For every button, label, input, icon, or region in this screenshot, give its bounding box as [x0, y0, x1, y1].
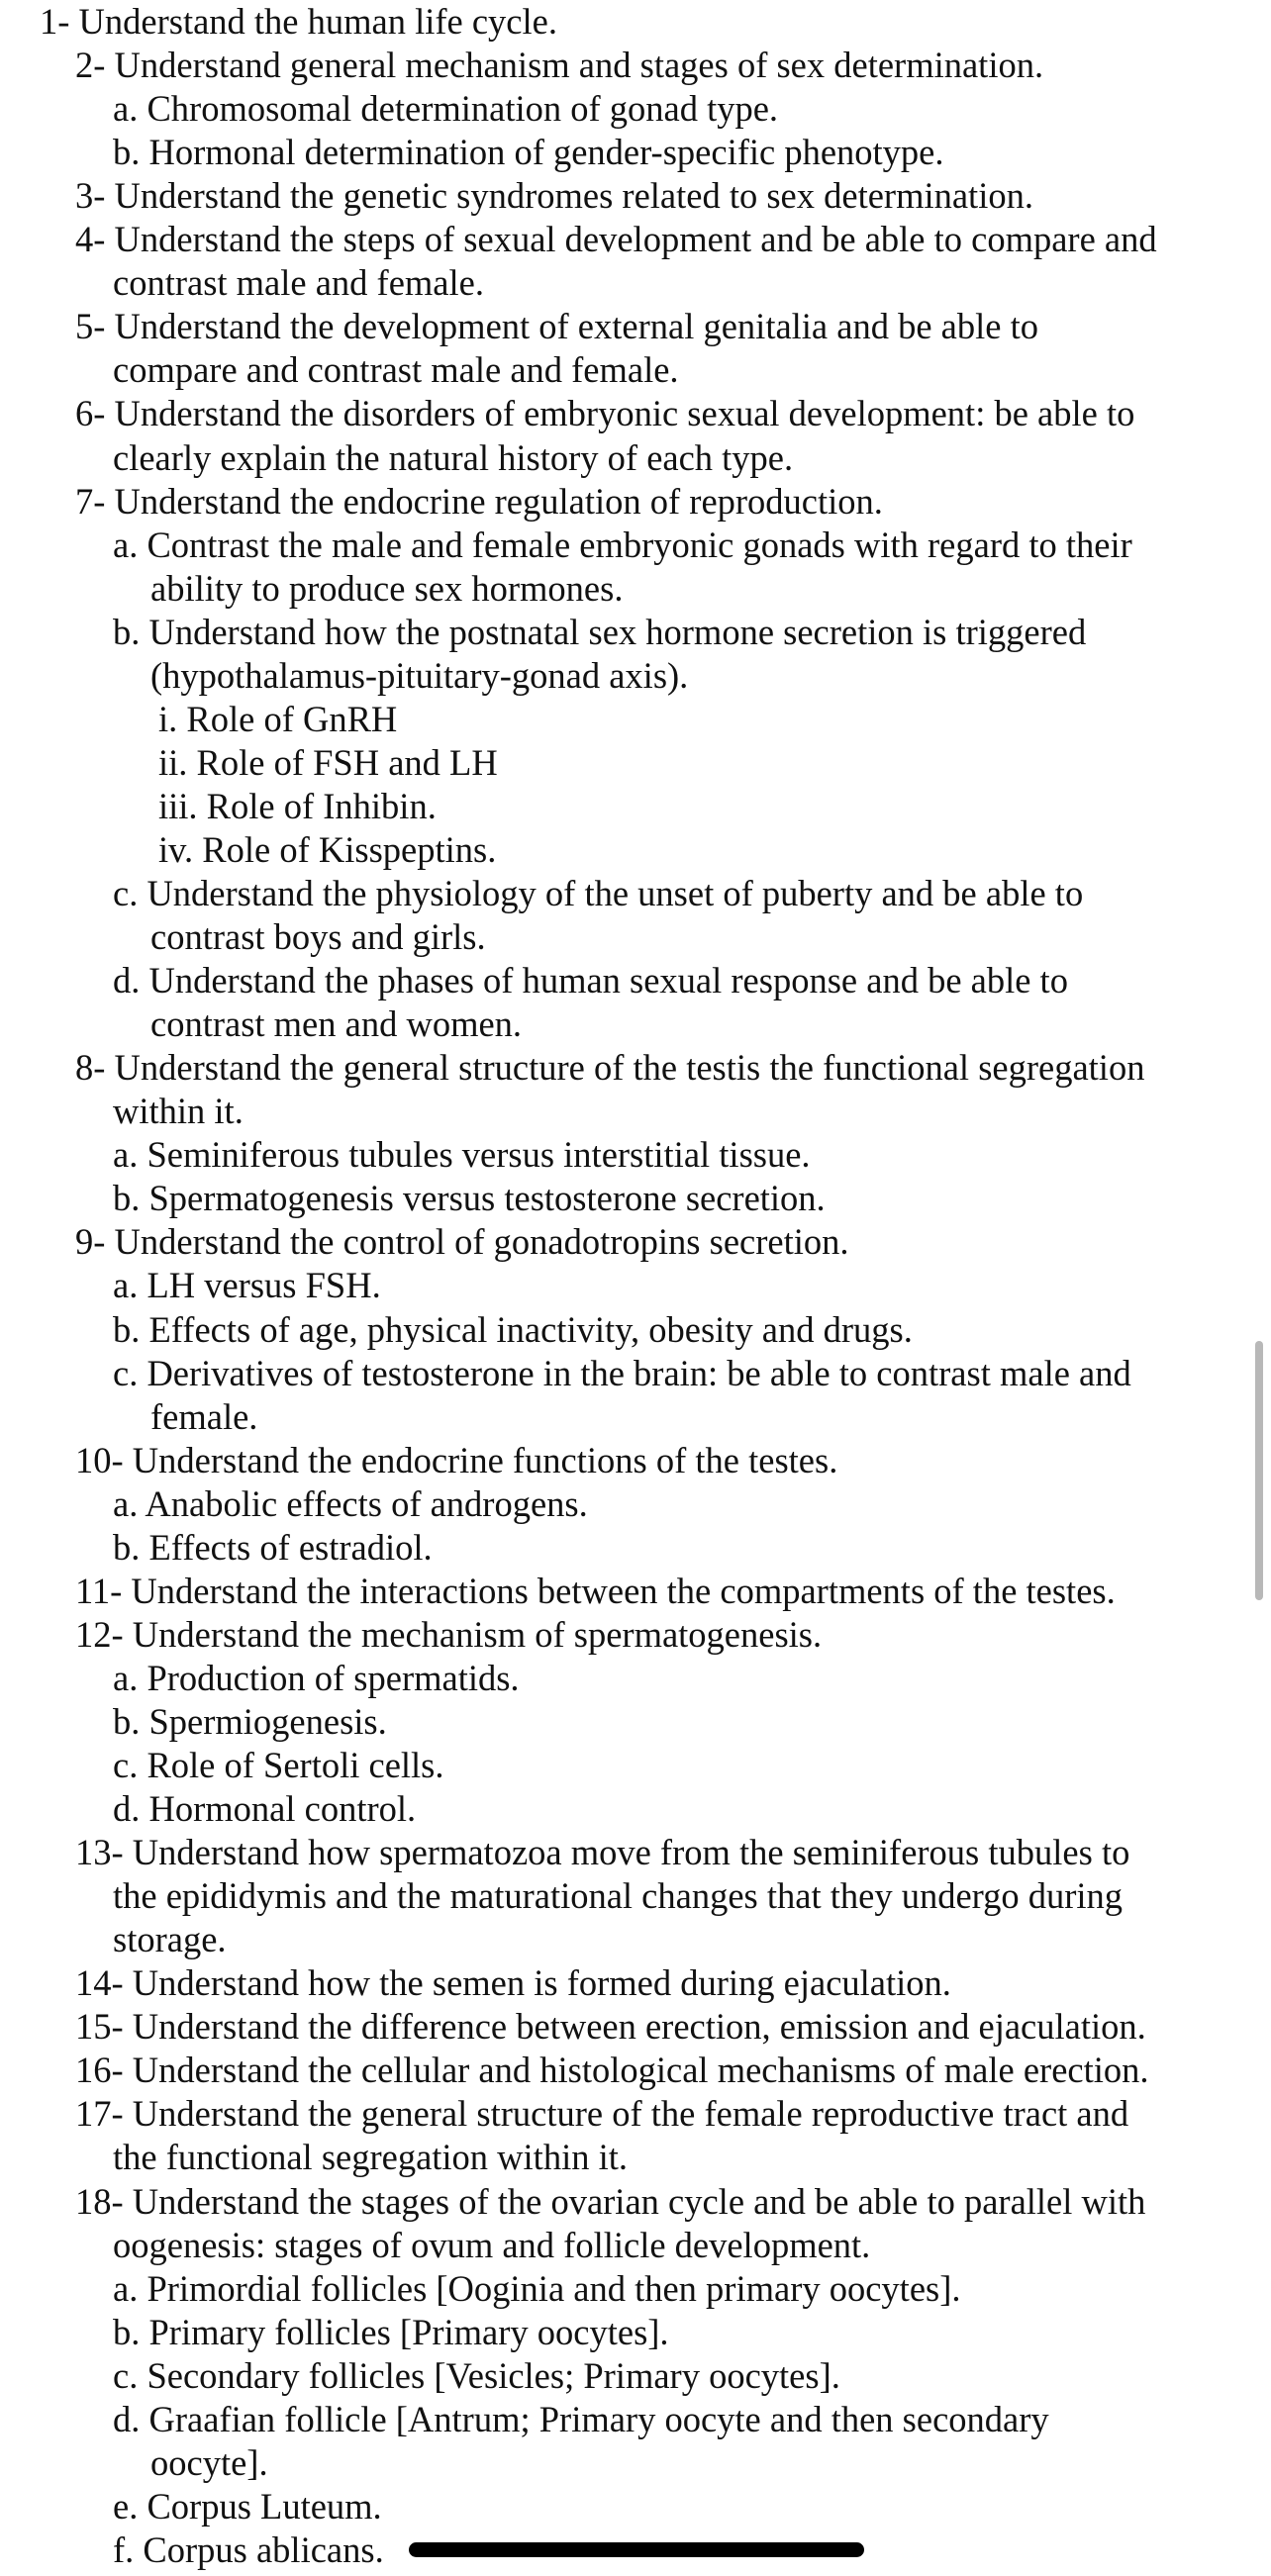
objective-line: 4- Understand the steps of sexual development and be able to compare and — [75, 219, 1157, 260]
objective-line: a. Anabolic effects of androgens. — [113, 1482, 588, 1524]
objective-line: contrast men and women. — [150, 1003, 523, 1045]
objective-line: b. Primary follicles [Primary oocytes]. — [113, 2311, 669, 2352]
objective-line: 2- Understand general mechanism and stages of sex determination. — [75, 45, 1044, 86]
objective-line: a. LH versus FSH. — [113, 1265, 381, 1306]
objective-line: a. Chromosomal determination of gonad type. — [113, 88, 779, 130]
objective-line: 11- Understand the interactions between the compartments of the testes. — [75, 1570, 1116, 1611]
objective-line: b. Hormonal determination of gender-specific phenotype. — [113, 132, 944, 173]
objective-line: 14- Understand how the semen is formed during ejaculation. — [75, 1962, 951, 2004]
objective-line: 9- Understand the control of gonadotropins secretion. — [75, 1221, 849, 1263]
objective-line: b. Effects of estradiol. — [113, 1526, 433, 1568]
objective-line: 3- Understand the genetic syndromes related to sex determination. — [75, 175, 1033, 217]
objective-line: iii. Role of Inhibin. — [158, 785, 437, 826]
objective-line: oogenesis: stages of ovum and follicle development. — [113, 2224, 871, 2265]
objective-line: 7- Understand the endocrine regulation of reproduction. — [75, 480, 883, 522]
objective-line: b. Understand how the postnatal sex hormone secretion is triggered — [113, 611, 1087, 652]
objective-line: a. Primordial follicles [Ooginia and then primary oocytes]. — [113, 2267, 961, 2309]
objective-line: c. Secondary follicles [Vesicles; Primary oocytes]. — [113, 2354, 840, 2396]
objective-line: a. Seminiferous tubules versus interstitial tissue. — [113, 1134, 811, 1176]
objective-line: 17- Understand the general structure of the female reproductive tract and — [75, 2093, 1129, 2135]
objective-line: within it. — [113, 1091, 244, 1132]
objective-line: 18- Understand the stages of the ovarian cycle and be able to parallel with — [75, 2180, 1146, 2222]
objective-line: f. Corpus ablicans. — [113, 2528, 384, 2570]
objective-line: b. Spermiogenesis. — [113, 1700, 387, 1742]
objective-line: iv. Role of Kisspeptins. — [158, 828, 497, 870]
home-indicator[interactable] — [409, 2542, 864, 2557]
objective-line: 12- Understand the mechanism of spermatogenesis. — [75, 1613, 823, 1655]
objective-line: female. — [150, 1395, 258, 1437]
objective-line: 5- Understand the development of external genitalia and be able to — [75, 306, 1038, 347]
objective-line: clearly explain the natural history of each type. — [113, 436, 794, 478]
objective-line: 10- Understand the endocrine functions of the testes. — [75, 1439, 838, 1480]
objective-line: e. Corpus Luteum. — [113, 2485, 382, 2527]
objective-line: c. Understand the physiology of the unset of puberty and be able to — [113, 873, 1084, 913]
objective-line: the functional segregation within it. — [113, 2137, 629, 2178]
objective-line: 13- Understand how spermatozoa move from the seminiferous tubules to — [75, 1832, 1130, 1873]
objective-line: a. Production of spermatids. — [113, 1657, 520, 1698]
objective-line: (hypothalamus-pituitary-gonad axis). — [150, 654, 689, 696]
objective-line: c. Derivatives of testosterone in the brain: be able to contrast male and — [113, 1352, 1131, 1393]
objective-line: d. Graafian follicle [Antrum; Primary oocyte and then secondary — [113, 2398, 1049, 2439]
objective-line: d. Hormonal control. — [113, 1788, 417, 1830]
objective-line: 15- Understand the difference between erection, emission and ejaculation. — [75, 2006, 1146, 2048]
objective-line: ability to produce sex hormones. — [150, 567, 624, 609]
objective-line: d. Understand the phases of human sexual response and be able to — [113, 960, 1068, 1002]
objective-line: b. Spermatogenesis versus testosterone secretion. — [113, 1178, 826, 1219]
objective-line: ii. Role of FSH and LH — [158, 741, 498, 783]
objective-line: c. Role of Sertoli cells. — [113, 1745, 444, 1785]
objective-line: b. Effects of age, physical inactivity, obesity and drugs. — [113, 1308, 913, 1350]
objective-line: 8- Understand the general structure of the testis the functional segregation — [75, 1047, 1145, 1089]
objective-line: the epididymis and the maturational changes that they undergo during — [113, 1875, 1124, 1917]
vertical-scrollbar[interactable] — [1255, 1341, 1263, 1600]
objective-line: oocyte]. — [150, 2441, 268, 2483]
objective-line: contrast male and female. — [113, 262, 484, 304]
objective-line: a. Contrast the male and female embryonic gonads with regard to their — [113, 524, 1132, 565]
objective-line: i. Role of GnRH — [158, 698, 398, 739]
objective-line: 16- Understand the cellular and histological mechanisms of male erection. — [75, 2050, 1149, 2091]
objective-line: 6- Understand the disorders of embryonic sexual development: be able to — [75, 393, 1135, 434]
objective-line: 1- Understand the human life cycle. — [40, 1, 557, 42]
objective-line: storage. — [113, 1919, 227, 1960]
objective-line: compare and contrast male and female. — [113, 349, 679, 391]
objective-line: contrast boys and girls. — [150, 916, 486, 958]
